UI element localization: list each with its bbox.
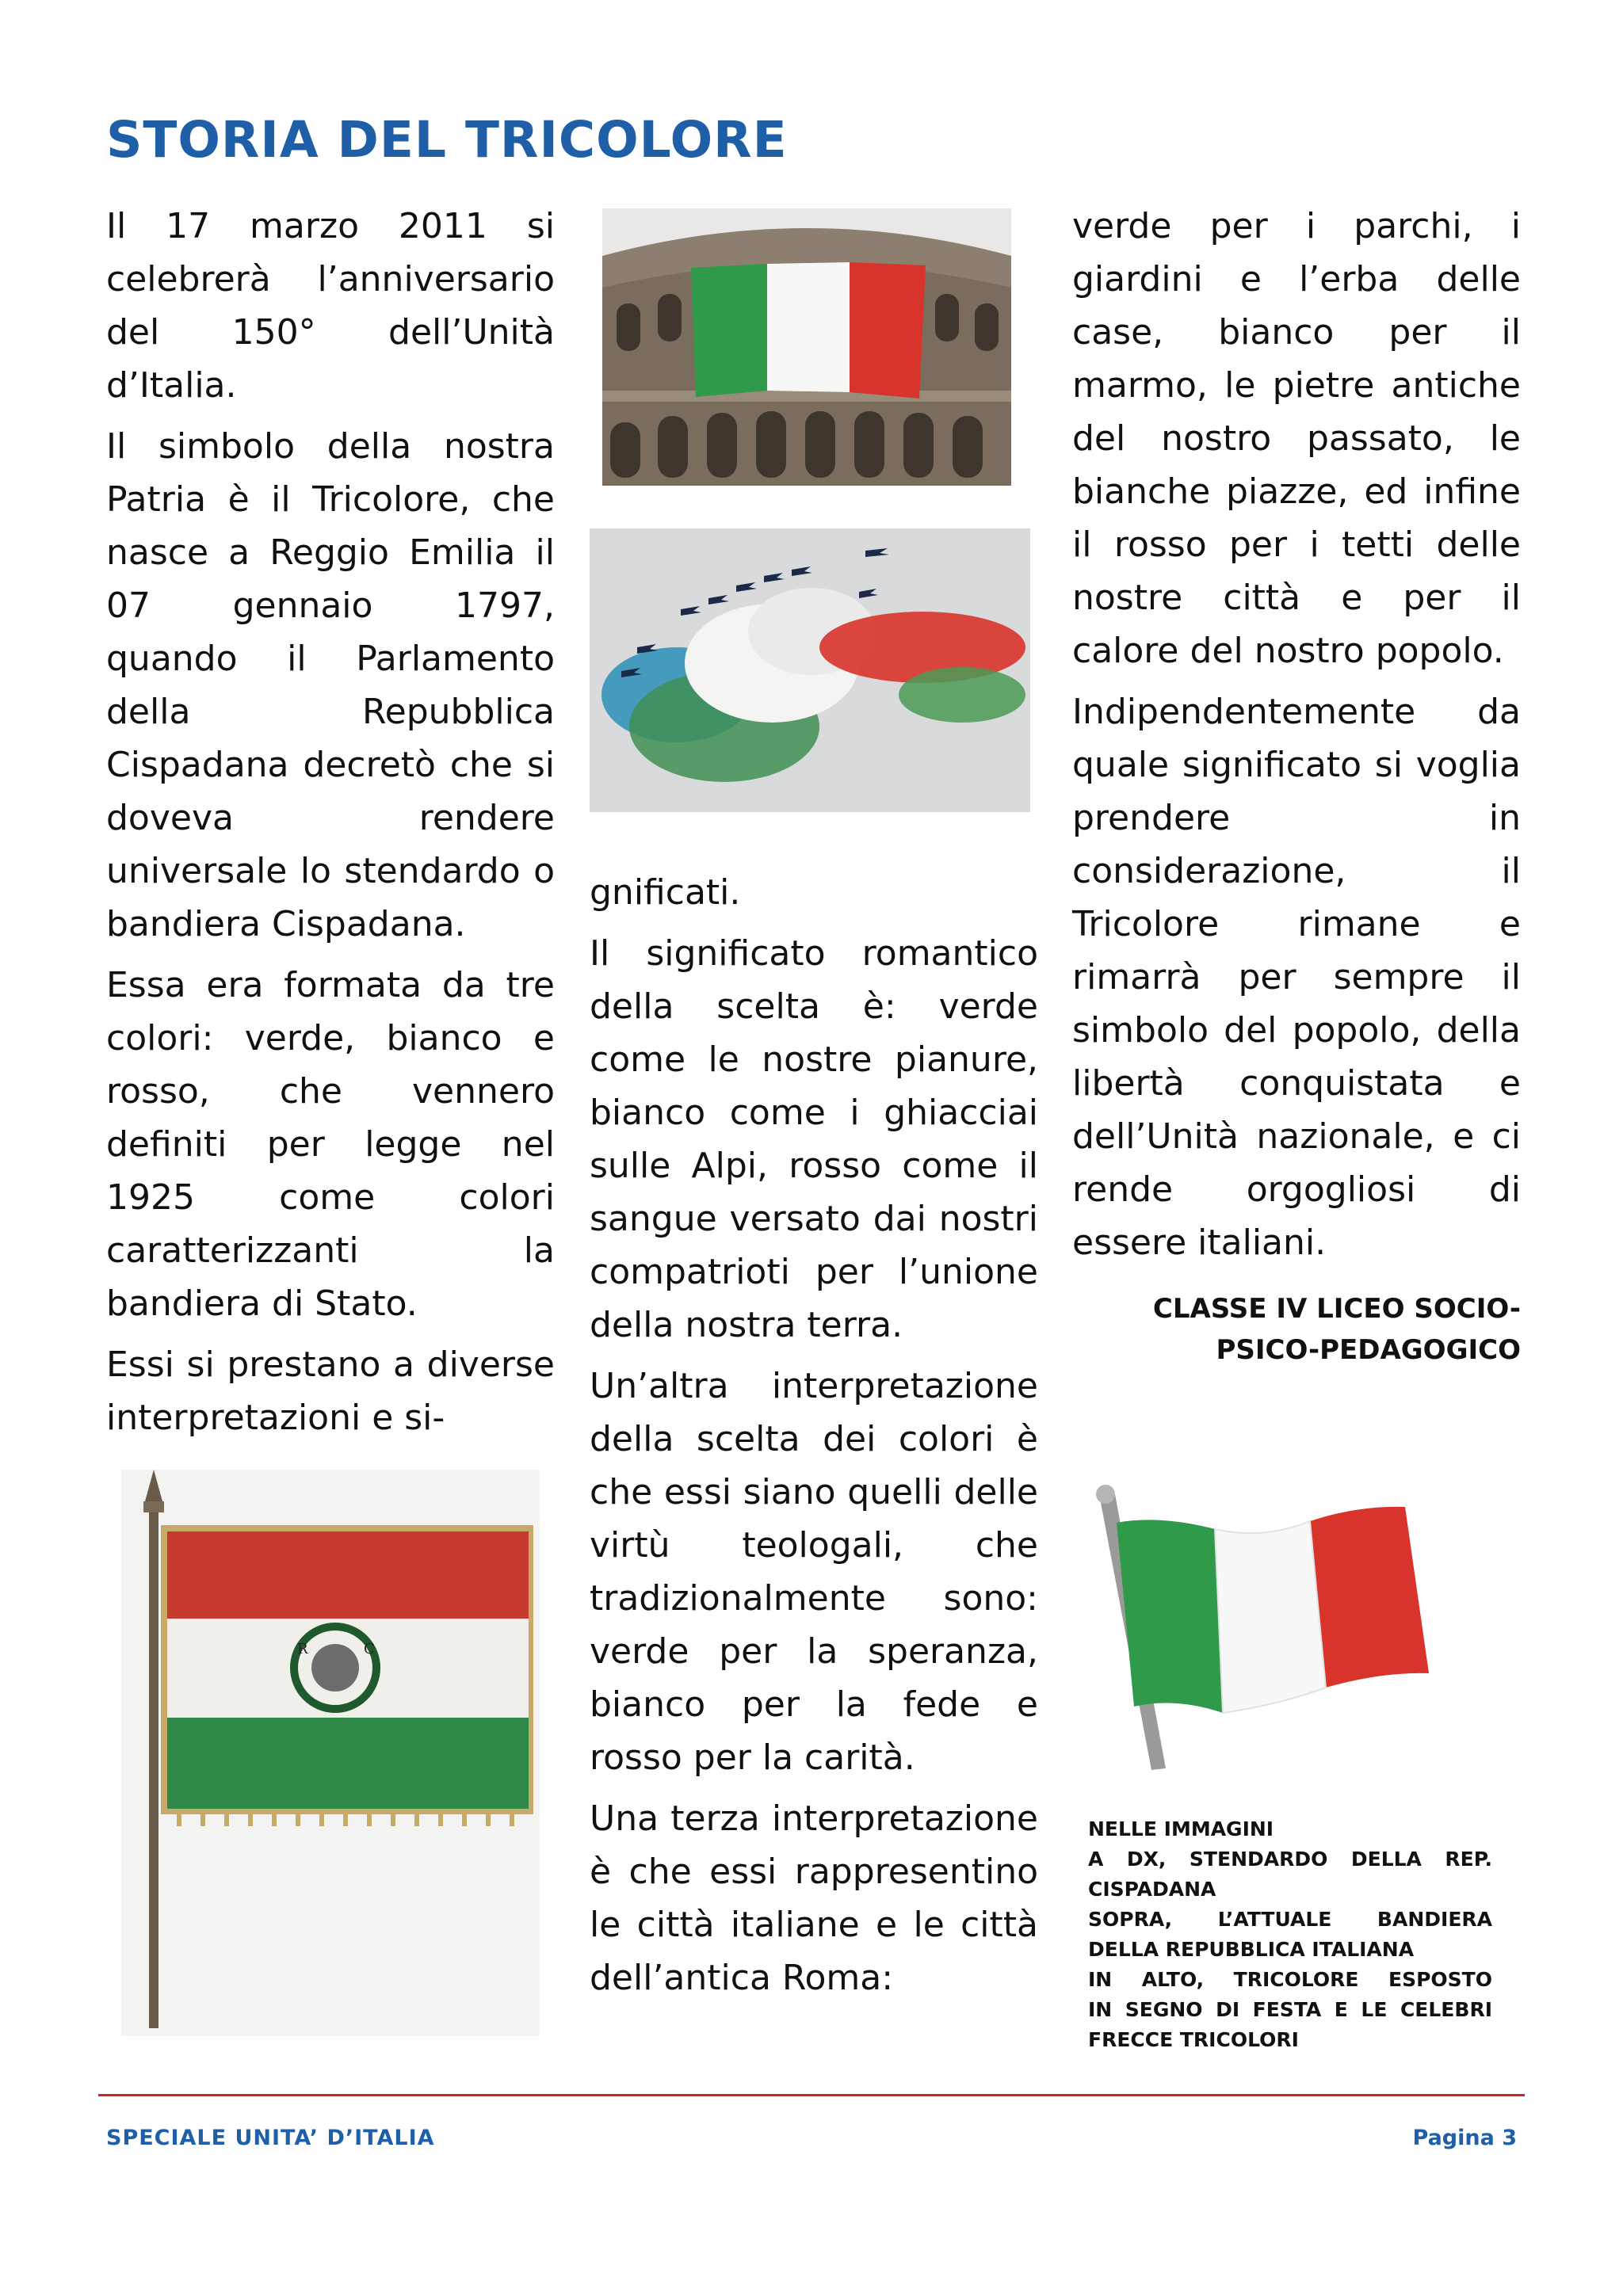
caption-line: A DX, STENDARDO DELLA REP. <box>1088 1848 1492 1871</box>
footer-publication-title: SPECIALE UNITA’ D’ITALIA <box>106 2126 435 2150</box>
caption-line: DELLA REPUBBLICA ITALIANA <box>1088 1938 1415 1961</box>
class-signature-line: CLASSE IV LICEO SOCIO- <box>1152 1293 1521 1325</box>
page-title: STORIA DEL TRICOLORE <box>106 111 788 169</box>
paragraph: gnificati. <box>590 872 741 913</box>
caption-line: IN ALTO, TRICOLORE ESPOSTO <box>1088 1968 1492 1991</box>
paragraph: Una terza interpretazione è che essi rappresentino le città italiane e le città dell’antica Roma: <box>590 1798 1038 1998</box>
paragraph: Indipendentemente da quale significato si voglia prendere in considerazione, il Tricolore rimane e rimarrà per sempre il simbolo del popolo, della libertà conquistata e dell’Unità nazionale, e ci rende orgogliosi di essere italiani. <box>1072 692 1521 1263</box>
paragraph: Un’altra interpretazione della scelta dei colori è che essi siano quelli delle virtù teologali, che tradizionalmente sono: verde per la speranza, bianco per la fede e rosso per la carità. <box>590 1366 1038 1778</box>
paragraph: Essi si prestano a diverse interpretazioni e si- <box>106 1344 555 1438</box>
frecce-tricolori-photo <box>590 528 1030 812</box>
caption-line: IN SEGNO DI FESTA E LE CELEBRI <box>1088 1998 1492 2021</box>
italian-flag-image <box>1088 1483 1454 1775</box>
page-number: Pagina 3 <box>1412 2126 1517 2150</box>
paragraph: Essa era formata da tre colori: verde, bianco e rosso, che vennero definiti per legge nel 1925 come colori caratterizzanti la bandiera di Stato. <box>106 965 555 1324</box>
cispadana-standard-photo <box>121 1470 540 2036</box>
caption-line: SOPRA, L’ATTUALE BANDIERA <box>1088 1908 1492 1931</box>
caption-line: FRECCE TRICOLORI <box>1088 2028 1299 2051</box>
caption-line: NELLE IMMAGINI <box>1088 1817 1274 1840</box>
paragraph: Il simbolo della nostra Patria è il Tricolore, che nasce a Reggio Emilia il 07 gennaio 1797, quando il Parlamento della Repubblica Cispadana decretò che si doveva rendere universale lo stendardo o bandiera Cispadana. <box>106 426 555 944</box>
svg-text:R: R <box>297 1641 308 1657</box>
paragraph: Il 17 marzo 2011 si celebrerà l’anniversario del 150° dell’Unità d’Italia. <box>106 206 555 406</box>
class-signature-line: PSICO-PEDAGOGICO <box>1216 1334 1521 1366</box>
text-column-3 <box>1072 200 1521 1277</box>
image-captions <box>1088 1814 1492 2055</box>
paragraph: Il significato romantico della scelta è: verde come le nostre pianure, bianco come i ghiacciai sulle Alpi, rosso come il sangue versato dai nostri compatrioti per l’unione della nostra terra. <box>590 933 1038 1345</box>
footer-divider <box>98 2094 1525 2096</box>
colosseum-tricolore-photo <box>602 208 1011 486</box>
text-column-2 <box>590 866 1038 2012</box>
caption-line: CISPADANA <box>1088 1878 1216 1901</box>
svg-text:C: C <box>364 1641 375 1657</box>
paragraph: verde per i parchi, i giardini e l’erba delle case, bianco per il marmo, le pietre antiche del nostro passato, le bianche piazze, ed infine il rosso per i tetti delle nostre città e per il calore del nostro popolo. <box>1072 206 1521 671</box>
text-column-1 <box>106 200 555 1452</box>
class-signature <box>1072 1288 1521 1371</box>
